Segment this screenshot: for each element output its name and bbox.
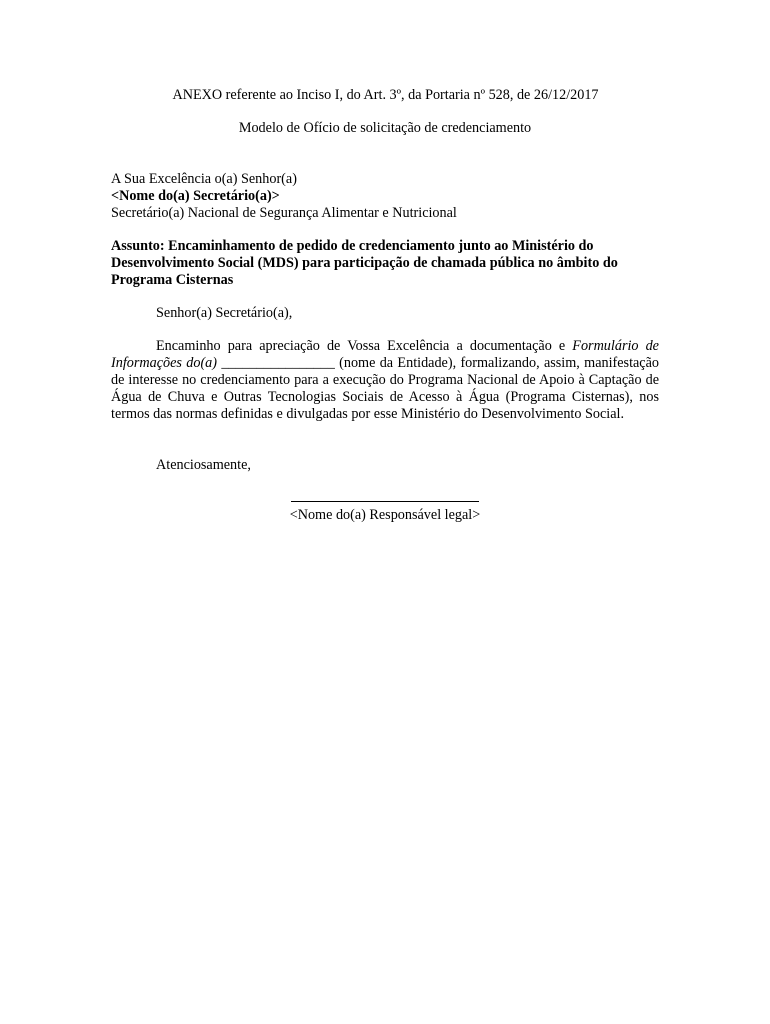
recipient-name: <Nome do(a) Secretário(a)> xyxy=(111,188,280,204)
body-text-italic: Formulário de Informações do(a) xyxy=(111,338,659,371)
body-text-part2: ________________ (nome da Entidade), formalizando, assim, manifestação de interesse no credenciamento para a execução do Programa Nacional de Apoio à Captação de Água de Chuva e Outras Tecnologias Sociais de Acesso à Água (Programa Cisternas), nos termos das normas definidas e divulgadas por esse Ministério do Desenvolvimento Social. xyxy=(111,355,659,422)
recipient-greeting: A Sua Excelência o(a) Senhor(a) xyxy=(111,171,297,187)
body-text-part1: Encaminho para apreciação de Vossa Excelência a documentação e xyxy=(156,338,573,354)
salutation: Senhor(a) Secretário(a), xyxy=(156,305,293,321)
recipient-role: Secretário(a) Nacional de Segurança Alimentar e Nutricional xyxy=(111,205,457,221)
signature-line xyxy=(291,491,479,502)
subject-line: Assunto: Encaminhamento de pedido de credenciamento junto ao Ministério do Desenvolvimento Social (MDS) para participação de chamada pública no âmbito do Programa Cisternas xyxy=(111,238,618,288)
closing: Atenciosamente, xyxy=(156,457,251,473)
signature-block xyxy=(111,490,659,524)
recipient-block xyxy=(111,171,659,222)
document-subtitle: Modelo de Ofício de solicitação de credenciamento xyxy=(238,120,532,136)
document-page xyxy=(111,87,659,524)
annex-title: ANEXO referente ao Inciso I, do Art. 3º, da Portaria nº 528, de 26/12/2017 xyxy=(172,87,599,103)
signatory-name: <Nome do(a) Responsável legal> xyxy=(289,507,481,523)
body-paragraph xyxy=(111,338,659,423)
